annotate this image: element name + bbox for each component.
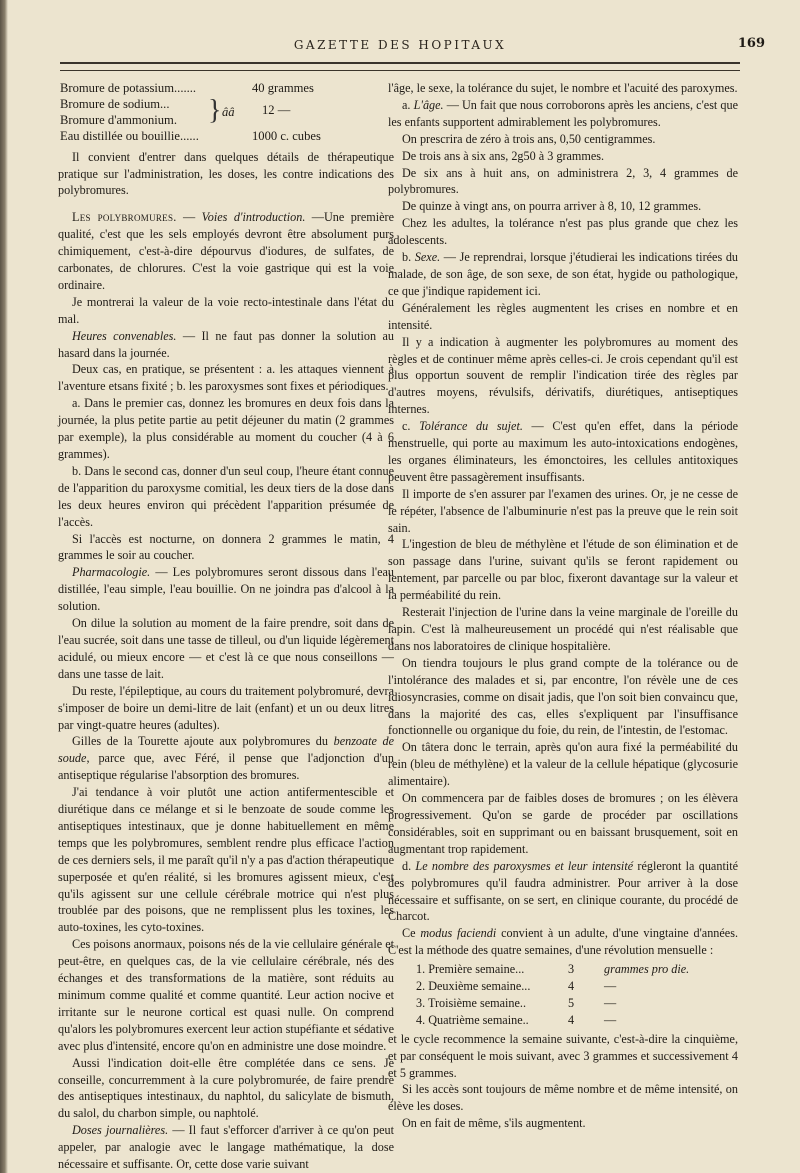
ana-mark: ââ (222, 105, 235, 120)
prescription-formula (58, 80, 394, 145)
paragraph: De quinze à vingt ans, on pourra arriver à 8, 10, 12 grammes. (402, 199, 702, 214)
schedule-row (388, 961, 738, 978)
list-marker: a. (402, 97, 411, 112)
schedule-dose: 4 (568, 1012, 575, 1027)
paragraph-text: — Il ne faut pas donner la solution au hasard dans la journée. (58, 328, 394, 360)
page-number: 169 (737, 36, 765, 51)
paragraph: L'ingestion de bleu de méthylène et l'étude de son élimination et de son passage dans l'urine, suivant qu'ils se feront rapidement ou lentement, par parcelle ou par bloc, fixeront davantage sur la valeur et la perméabilité du rein. (388, 537, 738, 603)
paragraph-text: — Un fait que nous corroborons après les anciens, c'est que les enfants supportent admirablement les polybromures. (388, 97, 739, 129)
ingredient-quantity: 12 — (262, 103, 291, 118)
schedule-row (388, 1012, 738, 1029)
subsection-heading: Sexe. (414, 250, 441, 265)
paragraph: Généralement les règles augmentent les crises en nombre et en intensité. (388, 300, 738, 332)
paragraph: On commencera par de faibles doses de bromures ; on les élèvera progressivement. Qu'on se garde de procéder par oscillations considérables, soit en supprimant ou en baissant brusquement, soit en augmentant trop rapidement. (388, 791, 738, 856)
paragraph: et le cycle recommence la semaine suivante, c'est-à-dire la cinquième, et par conséquent le mois suivant, avec 3 grammes et successivement 4 et 5 grammes. (388, 1031, 738, 1080)
subsection-heading: Tolérance du sujet. (419, 419, 523, 434)
paragraph: b. Dans le second cas, donner d'un seul coup, l'heure étant connue de l'apparition du paroxysme comitial, les deux tiers de la dose dans les deux heures environ qui précèdent l'apparition présumée de l'accès. (58, 463, 394, 529)
paragraph: On dilue la solution au moment de la faire prendre, soit dans de l'eau sucrée, soit dans une tasse de tilleul, ou d'un liquide légèrement acidulé, ou mieux encore — et c'est là ce que nous conseillons — dans une tasse de lait. (58, 616, 394, 681)
subsection-heading: Voies d'introduction. (201, 210, 306, 225)
emphasis: benzoate de soude (58, 734, 395, 766)
schedule-week: 1. Première semaine... (416, 962, 525, 977)
subsection-heading: Doses journalières. (72, 1123, 169, 1138)
paragraph-text: régleront la quantité des polybromures qu'il faudra administrer. Pour arriver à la dose nécessaire et suffisante, on se sert, en clinique courante, du procédé de Charcot. (388, 858, 739, 924)
paragraph: a. Dans le premier cas, donnez les bromures en deux fois dans la journée, la plus petite partie au petit déjeuner du matin (2 grammes par exemple), la plus considérable au moment du coucher (4 à 6 grammes). (58, 396, 394, 461)
paragraph: On tiendra toujours le plus grand compte de la tolérance ou de l'intolérance des malades et si, par encontre, l'on révèle une de ces idiosyncrasies, comme on disait jadis, que l'on soit bien convaincu que, dans la majorité des cas, elles s'expliquent par l'insuffisance fonctionnelle ou organique du foie, du rein, de l'intestin, de l'estomac. (388, 655, 738, 738)
paragraph: Aussi l'indication doit-elle être complétée dans ce sens. Je conseille, concurremment à la cure polybromurée, de faire prendre des antiseptiques intestinaux, du naphtol, du salicylate de bismuth, du salol, du charbon simple, ou naphtolé. (58, 1055, 394, 1121)
schedule-dose: 5 (568, 995, 575, 1010)
paragraph: Il importe de s'en assurer par l'examen des urines. Or, je ne cesse de le répéter, l'absence de l'albuminurie n'est pas la preuve que le rein soit sain. (388, 486, 738, 535)
paragraph: On prescrira de zéro à trois ans, 0,50 centigrammes. (402, 131, 656, 146)
schedule-dose: 4 (568, 979, 575, 994)
paragraph: Deux cas, en pratique, se présentent : a. les attaques viennent à l'aventure etsans fixité ; b. les paroxysmes sont fixes et périodiques. (58, 362, 394, 394)
schedule-unit: — (604, 1012, 617, 1027)
ingredient-name: Bromure d'ammonium. (60, 113, 177, 128)
left-column: Bromure de potassium....... 40 grammes Bromure de sodium... Bromure d'ammonium. } ââ 12 — Eau distillée ou bouillie...... 1000 c. cubes Il convient d'entrer dans quelques détails de thérapeutique pratique sur l'administration, les doses, les contre indications des polybromures. Les polybromures. — Voies d'introduction. —Une première qualité, c'est que les sels employés devront être absolument purs chimiquement, c'est-à-dire dépourvus d'iodures, de sulfates, de carbonates, de chlorures. C'est la voie gastrique qui est la voie ordinaire. Je montrerai la valeur de la voie recto-intestinale dans l'état du mal. Heures convenables. — Il ne faut pas donner la solution au hasard dans la journée. Deux cas, en pratique, se présentent : a. les attaques viennent à l'aventure etsans fixité ; b. les paroxysmes sont fixes et périodiques. a. Dans le premier cas, donnez les bromures en deux fois dans la journée, la plus petite partie au petit déjeuner du matin (2 grammes par exemple), la plus considérable au moment du coucher (4 à 6 grammes). b. Dans le second cas, donner d'un seul coup, l'heure étant connue de l'apparition du paroxysme comitial, les deux tiers de la dose dans les deux heures environ qui précèdent l'apparition présumée de l'accès. Si l'accès est nocturne, on donnera 2 grammes le matin, 4 grammes le soir au coucher. Pharmacologie. — Les polybromures seront dissous dans l'eau distillée, l'eau simple, l'eau bouillie. On ne joindra pas d'alcool à la solution. On dilue la solution au moment de la faire prendre, soit dans de l'eau sucrée, soit dans une tasse de tilleul, ou d'un liquide légèrement acidulé, ou mieux encore — et c'est là ce que nous conseillons — dans une tasse de lait. Du reste, l'épileptique, au cours du traitement polybromuré, devra s'imposer de boire un demi-litre de lait (enfant) et un ou deux litres par vingt-quatre heures (adultes). Gilles de la Tourette ajoute aux polybromures du benzoate de soude, parce que, avec Féré, il pense que l'adjonction d'un antiseptique régularise l'absorption des bromures. J'ai tendance à voir plutôt une action antifermentescible et diurétique dans ce mélange et si le benzoate de soude comme les antiseptiques intestinaux, que je donne habituellement en même temps que les polybromures, semblent rendre plus efficace l'action de ces derniers sels, il me paraît qu'il n'y a pas d'action thérapeutique superposée et qu'en réalité, si les bromures agissent mieux, c'est qu'ils agissent sur une cellule cérébrale motrice qui n'est plus troublée par des poisons, que ne remplissent plus les toxines, les auto-toxines, les cyto-toxines. Ces poisons anormaux, poisons nés de la vie cellulaire générale et peut-être, en quelques cas, de la vie cellulaire cérébrale, nés des échanges et des transformations de la matière, sont réduits au minimum comme qualité et comme quantité. Leur action nocive et irritante sur le neurone cortical est quasi nulle. On comprend qu'alors les polybromures exercent leur action stupéfiante et sédative avec plus d'intensité, encore qu'on en administre une dose moindre. Aussi l'indication doit-elle être complétée dans ce sens. Je conseille, concurremment à la cure polybromurée, de faire prendre des antiseptiques intestinaux, du naphtol, du salicylate de bismuth, du salol, du charbon simple, ou naphtolé. Doses journalières. — Il faut s'efforcer d'arriver à ce qu'on peut appeler, par analogie avec le langage mathématique, la dose nécessaire et suffisante. Or, cette dose varie suivant (58, 81, 395, 1172)
paragraph-text: , parce que, avec Féré, il pense que l'adjonction d'un antiseptique régularise l'absorption des bromures. (58, 751, 394, 783)
paragraph-text: Gilles de la Tourette ajoute aux polybromures du (72, 734, 328, 749)
brace-mark: } (208, 95, 222, 127)
subsection-heading: Pharmacologie. (72, 565, 151, 580)
schedule-week: 2. Deuxième semaine... (416, 979, 531, 994)
emphasis: modus faciendi (420, 926, 497, 941)
list-marker: c. (402, 419, 411, 434)
ingredient-quantity: 1000 c. cubes (252, 129, 321, 144)
paragraph: Si l'accès est nocturne, on donnera 2 grammes le matin, 4 grammes le soir au coucher. (58, 531, 394, 563)
ingredient-name: Bromure de sodium... (60, 97, 170, 112)
paragraph: Chez les adultes, la tolérance n'est pas plus grande que chez les adolescents. (388, 216, 738, 248)
section-heading: Les polybromures. (72, 210, 177, 225)
subsection-heading: Heures convenables. (72, 328, 177, 343)
schedule-unit: — (604, 995, 617, 1010)
paragraph: De trois ans à six ans, 2g50 à 3 grammes. (402, 148, 605, 163)
schedule-week: 4. Quatrième semaine.. (416, 1012, 529, 1027)
paragraph: Ces poisons anormaux, poisons nés de la vie cellulaire générale et peut-être, en quelques cas, de la vie cellulaire cérébrale, nés des échanges et des transformations de la matière, sont réduits au minimum comme qualité et comme quantité. Leur action nocive et irritante sur le neurone cortical est quasi nulle. On comprend qu'alors les polybromures exercent leur action stupéfiante et sédative avec plus d'intensité, encore qu'on en administre une dose moindre. (58, 937, 394, 1053)
paragraph-text: convient à un adulte, d'une vingtaine d'années. C'est la méthode des quatre semaines, d'une révolution mensuelle : (388, 926, 739, 958)
paragraph: De six ans à huit ans, on administrera 2, 3, 4 grammes de polybromures. (388, 165, 738, 197)
paragraph: Si les accès sont toujours de même nombre et de même intensité, on élève les doses. (388, 1082, 738, 1114)
list-marker: d. (402, 858, 412, 873)
list-marker: b. (402, 250, 412, 265)
header-rule-thin (60, 70, 740, 71)
paragraph-text: — Il faut s'efforcer d'arriver à ce qu'on peut appeler, par analogie avec le langage mathématique, la dose nécessaire et suffisante. Or, cette dose varie suivant (58, 1123, 395, 1172)
paragraph: Il y a indication à augmenter les polybromures au moment des règles et de continuer même après celles-ci. Je crois cependant qu'il est plus opportun souvent de remplir l'indication tirée des règles par d'autres moyens, révulsifs, dérivatifs, diurétiques, antiseptiques internes. (388, 334, 738, 417)
schedule-row (388, 995, 738, 1012)
paragraph: l'âge, le sexe, la tolérance du sujet, le nombre et l'acuité des paroxymes. (388, 81, 738, 95)
subsection-heading: L'âge. (413, 97, 444, 112)
schedule-unit: grammes pro die. (604, 962, 690, 977)
header-rule (60, 62, 740, 64)
running-header: GAZETTE DES HOPITAUX (293, 38, 507, 52)
paragraph-text: — Les polybromures seront dissous dans l'eau distillée, l'eau simple, l'eau bouillie. On ne joindra pas d'alcool à la solution. (58, 565, 395, 614)
dose-schedule (388, 961, 738, 1029)
schedule-row (388, 978, 738, 995)
paragraph-text: —Une première qualité, c'est que les sels employés devront être absolument purs chimiquement, c'est-à-dire dépourvus d'iodures, de sulfates, de carbonates, de chlorures. C'est la voie gastrique qui est la voie ordinaire. (58, 210, 395, 292)
ingredient-name: Eau distillée ou bouillie...... (60, 129, 199, 144)
paragraph: Resterait l'injection de l'urine dans la veine marginale de l'oreille du lapin. C'est là malheureusement un procédé qui n'est réalisable que dans nos laboratoires de clinique hospitalière. (388, 605, 738, 653)
paragraph-text: Ce (402, 926, 416, 941)
paragraph: On tâtera donc le terrain, après qu'on aura fixé la perméabilité du rein (bleu de méthylène) et la valeur de la cellule hépatique (glycosurie alimentaire). (388, 740, 738, 789)
paragraph: Du reste, l'épileptique, au cours du traitement polybromuré, devra s'imposer de boire un demi-litre de lait (enfant) et un ou deux litres par vingt-quatre heures (adultes). (58, 683, 394, 732)
right-column (388, 80, 738, 1132)
schedule-unit: — (604, 979, 617, 994)
schedule-dose: 3 (568, 962, 575, 977)
paragraph: Il convient d'entrer dans quelques détails de thérapeutique pratique sur l'administration, les doses, les contre indications des polybromures. (58, 149, 394, 198)
paragraph-text: — Je reprendrai, lorsque j'étudierai les indications tirées du malade, de son âge, de son sexe, de son état, hygide ou pathologique, ce que j'indique rapidement ici. (388, 250, 739, 298)
subsection-heading: Le nombre des paroxysmes et leur intensité (415, 858, 634, 873)
page-binding-edge (0, 0, 8, 1173)
ingredient-quantity: 40 grammes (252, 81, 314, 95)
schedule-week: 3. Troisième semaine.. (416, 995, 527, 1010)
paragraph-text: — C'est qu'en effet, dans la période menstruelle, qui porte au maximum les auto-intoxications endogènes, les organes éliminateurs, les émonctoires, les cellules antitoxiques peuvent être passagèrement insuffisants. (388, 419, 739, 484)
paragraph: J'ai tendance à voir plutôt une action antifermentescible et diurétique dans ce mélange et si le benzoate de soude comme les antiseptiques intestinaux, que je donne habituellement en même temps que les polybromures, semblent rendre plus efficace l'action de ces derniers sels, il me paraît qu'il n'y a pas d'action thérapeutique superposée et qu'en réalité, si les bromures agissent mieux, c'est qu'ils agissent sur une cellule cérébrale motrice qui n'est plus troublée par des poisons, que ne remplissent plus les toxines, les auto-toxines, les cyto-toxines. (58, 785, 394, 935)
paragraph: Je montrerai la valeur de la voie recto-intestinale dans l'état du mal. (58, 294, 394, 326)
paragraph: On en fait de même, s'ils augmentent. (402, 1116, 586, 1131)
ingredient-name: Bromure de potassium....... (60, 81, 197, 95)
